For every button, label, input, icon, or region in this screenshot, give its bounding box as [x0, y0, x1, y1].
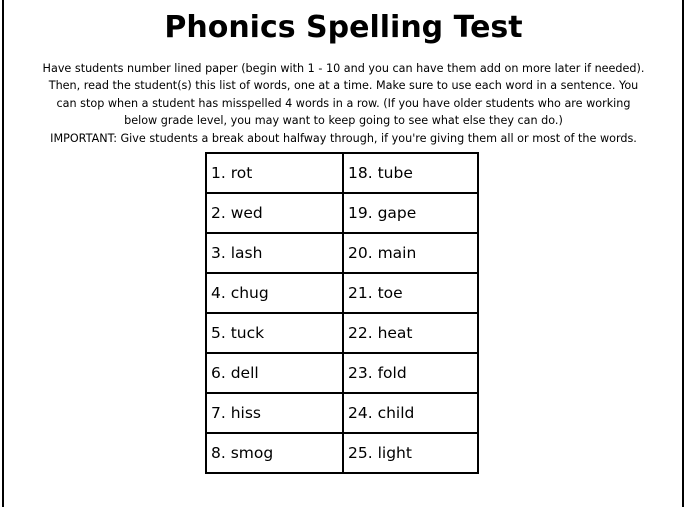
page-border-left [2, 0, 4, 507]
instructions-block [20, 60, 667, 147]
word-cell: 18. tube [343, 153, 478, 193]
word-cell: 2. wed [206, 193, 343, 233]
word-cell: 6. dell [206, 353, 343, 393]
table-row [206, 433, 478, 473]
page-title: Phonics Spelling Test [164, 10, 523, 45]
table-row [206, 313, 478, 353]
table-row [206, 353, 478, 393]
page-border-right [682, 0, 684, 507]
spelling-word-table [205, 152, 479, 474]
important-note: IMPORTANT: Give students a break about halfway through, if you're giving them all or most of the words. [50, 131, 637, 145]
table-row [206, 233, 478, 273]
table-row [206, 153, 478, 193]
word-cell: 23. fold [343, 353, 478, 393]
table-row [206, 273, 478, 313]
word-cell: 1. rot [206, 153, 343, 193]
word-cell: 20. main [343, 233, 478, 273]
word-cell: 22. heat [343, 313, 478, 353]
word-cell: 19. gape [343, 193, 478, 233]
word-cell: 4. chug [206, 273, 343, 313]
instructions-line: below grade level, you may want to keep going to see what else they can do.) [124, 114, 563, 128]
table-row [206, 393, 478, 433]
instructions-line: Have students number lined paper (begin with 1 - 10 and you can have them add on more later if needed). [42, 62, 645, 75]
instructions-line: can stop when a student has misspelled 4 words in a row. (If you have older students who are working [56, 96, 631, 110]
word-cell: 25. light [343, 433, 478, 473]
table-row [206, 193, 478, 233]
instructions-line: Then, read the student(s) this list of words, one at a time. Make sure to use each word in a sentence. You [48, 79, 639, 93]
word-cell: 8. smog [206, 433, 343, 473]
word-cell: 3. lash [206, 233, 343, 273]
word-cell: 5. tuck [206, 313, 343, 353]
word-cell: 7. hiss [206, 393, 343, 433]
word-cell: 21. toe [343, 273, 478, 313]
word-cell: 24. child [343, 393, 478, 433]
